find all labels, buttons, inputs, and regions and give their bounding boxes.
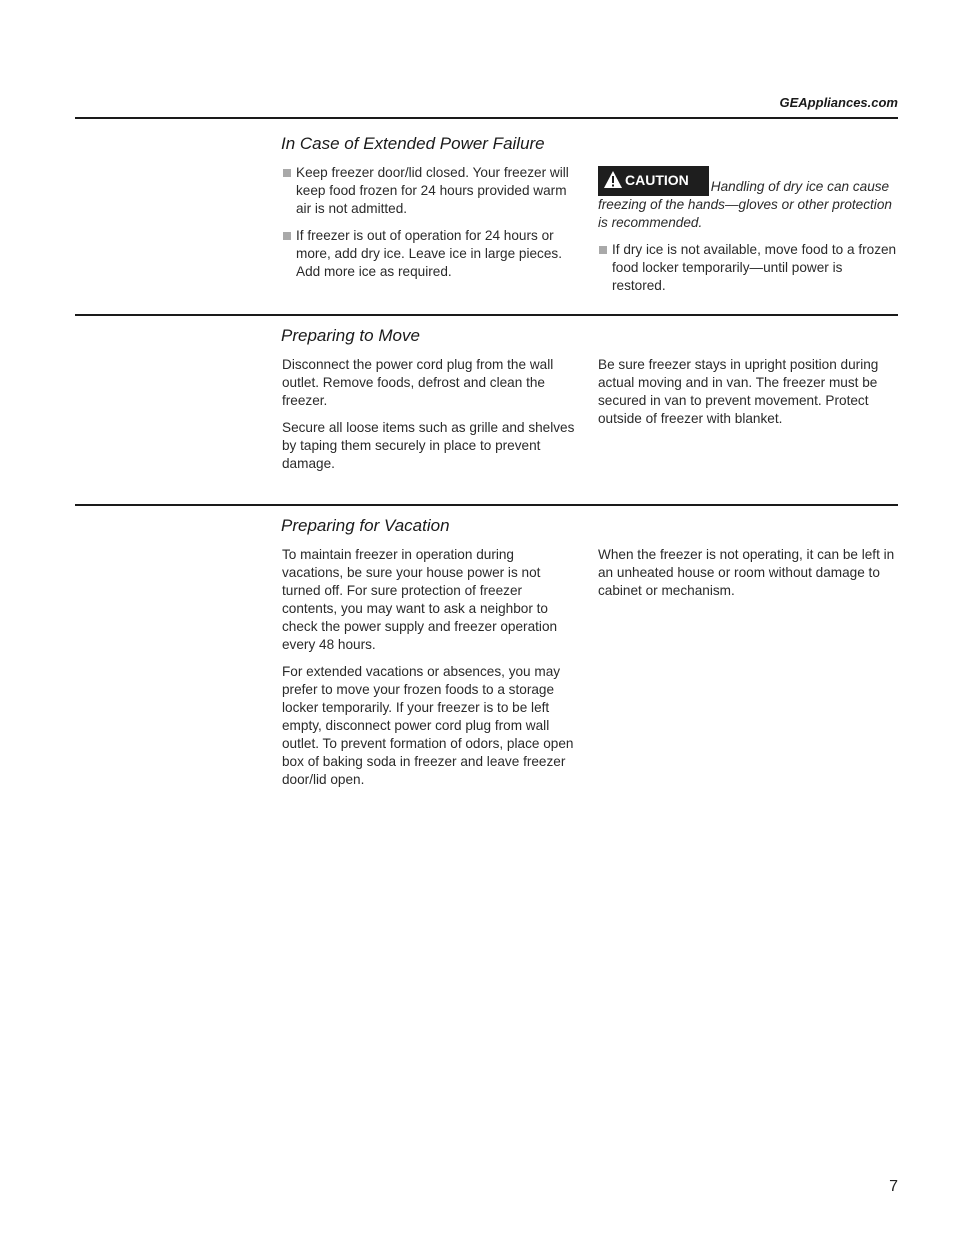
power-failure-left-column [282, 164, 582, 290]
paragraph: When the freezer is not operating, it can be left in an unheated house or room without damage to cabinet or mechanism. [598, 547, 895, 598]
site-url: GEAppliances.com [779, 95, 898, 110]
paragraph: Secure all loose items such as grille and shelves by taping them securely in place to prevent damage. [282, 420, 575, 471]
caution-badge [598, 166, 709, 196]
list-item: If dry ice is not available, move food to a frozen food locker temporarily—until power is restored. [598, 241, 898, 295]
list-item: If freezer is out of operation for 24 hours or more, add dry ice. Leave ice in large pieces. Add more ice as required. [282, 227, 582, 281]
move-right-column [598, 356, 898, 437]
section-title-power-failure: In Case of Extended Power Failure [281, 134, 545, 153]
vacation-right-column [598, 546, 898, 609]
move-left-column [282, 356, 582, 482]
section-divider [75, 117, 898, 119]
section-title-preparing-to-move: Preparing to Move [281, 326, 420, 345]
paragraph: Be sure freezer stays in upright position during actual moving and in van. The freezer must be secured in van to prevent movement. Protect outside of freezer with blanket. [598, 357, 879, 426]
paragraph: Disconnect the power cord plug from the wall outlet. Remove foods, defrost and clean the freezer. [282, 357, 554, 408]
paragraph: For extended vacations or absences, you may prefer to move your frozen foods to a storage locker temporarily. If your freezer is to be left empty, disconnect power cord plug from wall outlet. To prevent formation of odors, place open box of baking soda in freezer and leave freezer door/lid open. [282, 664, 574, 787]
power-failure-right-column [598, 166, 898, 304]
warning-triangle-icon [604, 171, 622, 188]
section-divider [75, 504, 898, 506]
section-divider [75, 314, 898, 316]
paragraph: To maintain freezer in operation during vacations, be sure your house power is not turned off. For sure protection of freezer contents, you may want to ask a neighbor to check the power supply and freezer operation every 48 hours. [282, 547, 558, 652]
list-item: Keep freezer door/lid closed. Your freezer will keep food frozen for 24 hours provided warm air is not admitted. [282, 164, 582, 218]
section-title-preparing-for-vacation: Preparing for Vacation [281, 516, 450, 535]
vacation-left-column [282, 546, 577, 798]
caution-text: Handling of dry ice can cause freezing of the hands—gloves or other protection is recommended. [598, 179, 892, 230]
caution-label: CAUTION [625, 172, 689, 188]
page-number: 7 [889, 1178, 898, 1195]
